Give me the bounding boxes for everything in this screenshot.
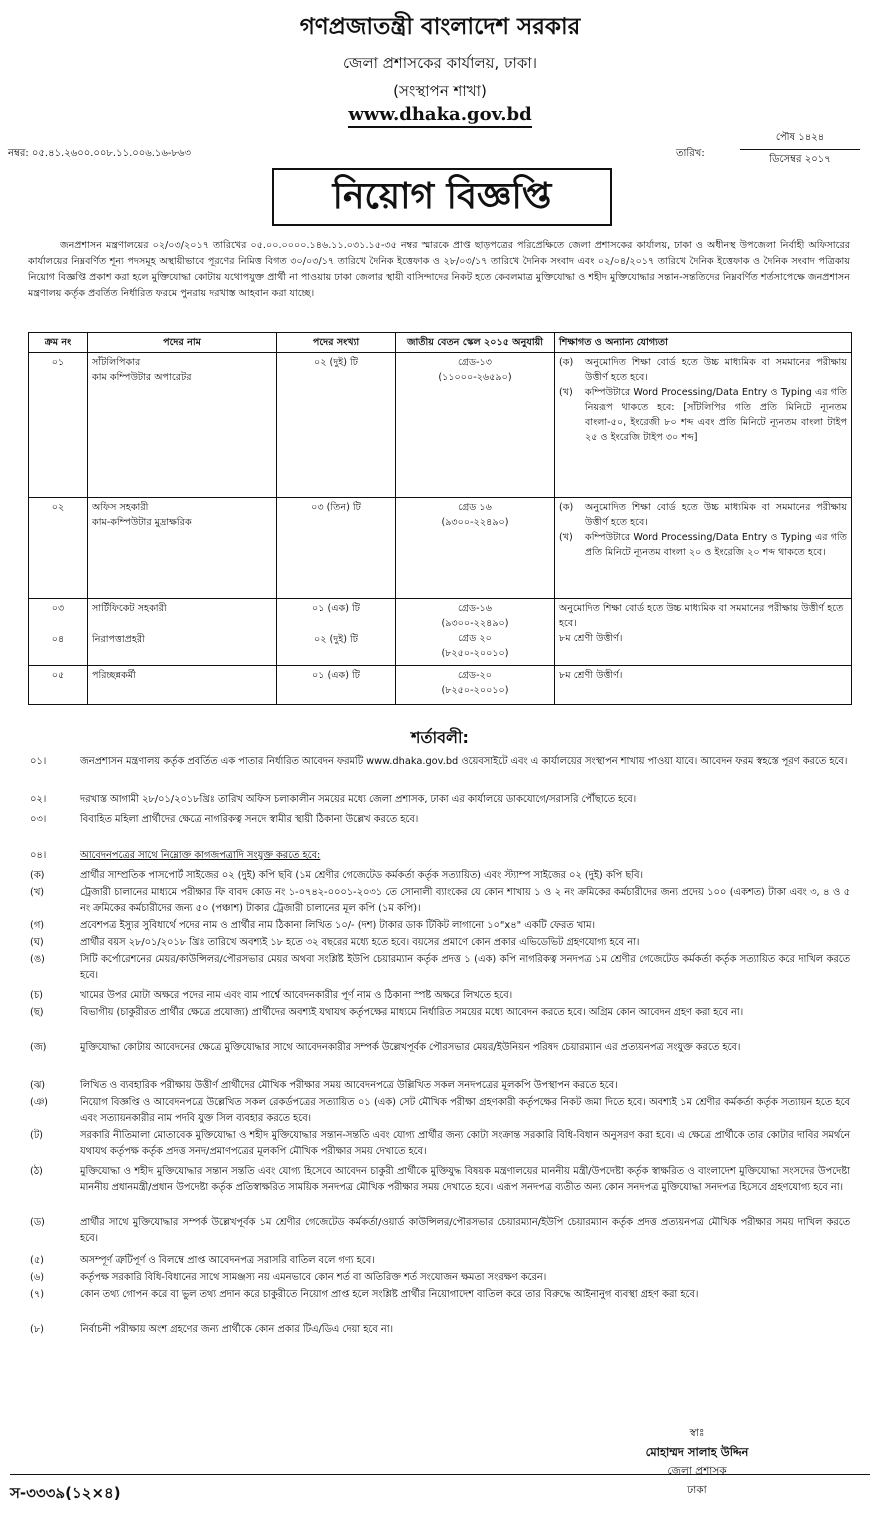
qual-key: (ক) <box>559 357 574 368</box>
sub-condition-number: (খ) <box>30 887 45 898</box>
row-grade: গ্রেড-২০ <box>457 670 493 681</box>
condition-text: আবেদনপত্রের সাথে নিম্নোক্ত কাগজপত্রাদি সংযুক্ত করতে হবে: <box>80 850 321 861</box>
sub-condition-number: (ঙ) <box>30 954 45 965</box>
table-row <box>29 353 852 498</box>
sub-condition-text: লিখিত ও ব্যবহারিক পরীক্ষায় উত্তীর্ণ প্রার্থীদের মৌখিক পরীক্ষার সময় আবেদনপত্রে উল্লিখিত সকল সনদপত্রের মূলকপি উপস্থাপন করতে হবে। <box>80 1080 618 1091</box>
date-box <box>740 128 860 171</box>
row-post-4: নিরাপত্তাপ্রহরী <box>92 634 145 645</box>
sub-condition-item <box>30 868 850 884</box>
qualification-item <box>559 500 847 530</box>
condition-item <box>30 754 850 770</box>
posts-table <box>28 332 852 705</box>
sub-condition-item <box>30 952 850 983</box>
sub-condition-text: বিভাগীয় (চাকুরীরত প্রার্থীর ক্ষেত্রে প্রযোজ্য) প্রার্থীদের অবশ্যই যথাযথ কর্তৃপক্ষের মাধ্যমে নির্ধারিত সময়ের মধ্যে আবেদন করতে হবে। অগ্রিম কোন আবেদন গ্রহণ করা হবে না। <box>80 1007 744 1018</box>
row-serial-4: ০৪ <box>51 634 65 645</box>
sub-condition-text: প্রার্থীর সাথে মুক্তিযোদ্ধার সম্পর্ক উল্লেখপূর্বক ১ম শ্রেণীর গেজেটেড কর্মকর্তা/ওয়ার্ড কাউন্সিলর/পৌরসভার চেয়ারম্যান/ইউপি চেয়ারম্যান কর্তৃক প্রদত্ত প্রত্যয়নপত্র মৌখিক পরীক্ষার সময় দাখিল করতে হবে। <box>80 1217 850 1244</box>
sub-condition-text: সরকারি নীতিমালা মোতাবেক মুক্তিযোদ্ধা ও শহীদ মুক্তিযোদ্ধার সন্তান-সন্ততি এবং যোগ্য প্রার্থীর জন্য কোটা সংক্রান্ত সরকারি বিধি-বিধান অনুসরণ করা হবে। এ ক্ষেত্রে প্রার্থীকে তার কোটার দাবির সমর্থনে যথাযথ কর্তৃপক্ষ কর্তৃক প্রদত্ত সনদ/প্রমাণপত্রের মূলকপি মৌখিক পরীক্ষার সময় দেখাতে হবে। <box>80 1130 850 1157</box>
sub-condition-text: খামের উপর মোটা অক্ষরে পদের নাম এবং বাম পার্শ্বে আবেদনকারীর পূর্ণ নাম ও ঠিকানা স্পষ্ট অক্ষরে লিখতে হবে। <box>80 990 513 1001</box>
qual-value: অনুমোদিত শিক্ষা বোর্ড হতে উচ্চ মাধ্যমিক বা সমমানের পরীক্ষায় উত্তীর্ণ হতে হবে। <box>585 502 847 528</box>
sub-condition-text: অসম্পূর্ণ ত্রুটিপূর্ণ ও বিলম্বে প্রাপ্ত আবেদনপত্র সরাসরি বাতিল বলে গণ্য হবে। <box>80 1255 375 1266</box>
header-serial: ক্রম নং <box>29 333 88 353</box>
condition-item <box>30 812 850 828</box>
row-scale-range-4: (৮২৫০-২০০১০) <box>441 648 509 659</box>
sub-condition-text: মুক্তিযোদ্ধা ও শহীদ মুক্তিযোদ্ধার সন্তান সন্ততি এবং যোগ্য হিসেবে আবেদন চাকুরী প্রার্থীকে মুক্তিযুদ্ধ বিষয়ক মন্ত্রণালয়ের মাননীয় মন্ত্রী/উপদেষ্টা কর্তৃক স্বাক্ষরিত ও বাংলাদেশ মুক্তিযোদ্ধা সংসদের উপদেষ্টা মাননীয় প্রধানমন্ত্রী/প্রধান উপদেষ্টা কর্তৃক প্রতিস্বাক্ষরিত সাময়িক সনদপত্র মৌখিক পরীক্ষার সময় দেখাতে হবে। এরূপ সনদপত্র ব্যতীত অন্য কোন সনদপত্র মুক্তিযোদ্ধা সনদপত্র হিসেবে গ্রহণযোগ্য হবে না। <box>80 1166 850 1193</box>
row-qualification <box>555 599 852 666</box>
sub-condition-item <box>30 1287 850 1303</box>
conditions-title: শর্তাবলী: <box>411 728 469 747</box>
sub-condition-item <box>30 1040 850 1056</box>
sub-condition-item <box>30 1270 850 1286</box>
row-scale-range-3: (৯৩০০-২২৪৯০) <box>441 618 509 629</box>
sub-condition-text: কোন তথ্য গোপন করে বা ভুল তথ্য প্রদান করে চাকুরীতে নিয়োগ প্রাপ্ত হলে সংশ্লিষ্ট প্রার্থীর নিয়োগাদেশ বাতিল করে তার বিরুদ্ধে আইনানুগ ব্যবস্থা গ্রহণ করা হবে। <box>80 1289 699 1300</box>
sub-condition-item <box>30 1253 850 1269</box>
sub-condition-number: (ক) <box>30 870 45 881</box>
row-scale <box>396 353 555 498</box>
condition-text: বিবাহিত মহিলা প্রার্থীদের ক্ষেত্রে নাগরিকত্ব সনদে স্বামীর স্থায়ী ঠিকানা উল্লেখ করতে হবে। <box>80 814 419 825</box>
sub-condition-number: (ছ) <box>30 1007 44 1018</box>
government-title: গণপ্রজাতন্ত্রী বাংলাদেশ সরকার <box>299 14 581 40</box>
sub-condition-text: প্রার্থীর সাম্প্রতিক পাসপোর্ট সাইজের ০২ (দুই) কপি ছবি (১ম শ্রেণীর গেজেটেড কর্মকর্তা কর্তৃক সত্যায়িত) এবং স্ট্যাম্প সাইজের ০২ (দুই) কপি ছবি। <box>80 870 643 881</box>
sub-condition-item <box>30 1005 850 1021</box>
sub-condition-number: (৮) <box>30 1324 45 1335</box>
sub-condition-number: (গ) <box>30 920 45 931</box>
header-qualification: শিক্ষাগত ও অন্যান্য যোগ্যতা <box>555 333 852 353</box>
sub-condition-number: (ঝ) <box>30 1080 46 1091</box>
row-qualification <box>555 353 852 498</box>
sub-condition-item <box>30 1095 850 1126</box>
sub-condition-text: কর্তৃপক্ষ সরকারি বিধি-বিধানের সাথে সামঞ্জস্য নয় এমনভাবে কোন শর্ত বা অতিরিক্ত শর্ত সংযোজন ক্ষমতা সংরক্ষণ করেন। <box>80 1272 547 1283</box>
sub-condition-number: (জ) <box>30 1042 47 1053</box>
row-count: ০৩ (তিন) টি <box>277 498 396 599</box>
header-post: পদের নাম <box>88 333 277 353</box>
qual-key: (খ) <box>559 387 573 398</box>
date-english: ডিসেম্বর ২০১৭ <box>769 154 831 165</box>
row-scale-range: (৮২৫০-২০০১০) <box>441 685 509 696</box>
footer-divider <box>10 1474 870 1475</box>
sub-condition-number: (ঞ) <box>30 1097 48 1108</box>
row-scale <box>396 666 555 705</box>
row-serial: ০১ <box>29 353 88 498</box>
notice-title: নিয়োগ বিজ্ঞপ্তি <box>272 168 612 226</box>
row-serial <box>29 599 88 666</box>
condition-item <box>30 792 850 808</box>
sub-condition-item <box>30 1322 850 1338</box>
row-grade: গ্রেড-১৩ <box>457 357 493 368</box>
sub-condition-item <box>30 988 850 1004</box>
table-row <box>29 498 852 599</box>
condition-number: ০১। <box>30 756 47 767</box>
row-scale <box>396 599 555 666</box>
row-post: সাঁটলিপিকার কাম কম্পিউটার অপারেটর <box>88 353 277 498</box>
sub-condition-item <box>30 1078 850 1094</box>
qual-value-4: ৮ম শ্রেণী উত্তীর্ণ। <box>559 633 623 644</box>
row-count: ০১ (এক) টি <box>277 666 396 705</box>
intro-paragraph: জনপ্রশাসন মন্ত্রণালয়ের ০২/০৩/২০১৭ তারিখের ০৫.০০.০০০০.১৪৬.১১.০৩১.১৫-৩৫ নম্বর স্মারকে প্রাপ্ত ছাড়পত্রের পরিপ্রেক্ষিতে জেলা প্রশাসকের কার্যালয়, ঢাকা ও অধীনস্থ উপজেলা নির্বাহী অফিসারের কার্যালয়ের নিম্নবর্ণিত শূন্য পদসমূহ অস্থায়ীভাবে পূরণের নিমিত্ত বিগত ৩০/০৩/১৭ তারিখে দৈনিক ইত্তেফাক ও ২৮/০৩/১৭ তারিখে দৈনিক সংবাদ এবং ০২/০৪/২০১৭ তারিখে দৈনিক ইত্তেফাক ও দৈনিক সংবাদ পত্রিকায় নিয়োগ বিজ্ঞপ্তি প্রকাশ করা হলে মুক্তিযোদ্ধা কোটায় যথোপযুক্ত প্রার্থী না পাওয়ায় ঢাকা জেলার স্থায়ী বাসিন্দাদের নিকট হতে কেবলমাত্র মুক্তিযোদ্ধা ও শহীদ মুক্তিযোদ্ধার সন্তান-সন্ততিদের নিম্নবর্ণিত শর্তসাপেক্ষে জনপ্রশাসন মন্ত্রণালয় কর্তৃক প্রবর্তিত নির্ধারিত ফরমে পুনরায় দরখাস্ত আহবান করা যাচ্ছে। <box>28 240 850 299</box>
row-serial-3: ০৩ <box>51 603 65 614</box>
condition-number: ০৩। <box>30 814 47 825</box>
condition-text: দরখাস্ত আগামী ২৮/০১/২০১৮খ্রিঃ তারিখ অফিস চলাকালীন সময়ের মধ্যে জেলা প্রশাসক, ঢাকা এর কার্যালয়ে ডাকযোগে/সরাসরি পৌঁছাতে হবে। <box>80 794 637 805</box>
condition-number: ০২। <box>30 794 47 805</box>
row-post: পরিচ্ছন্নকর্মী <box>88 666 277 705</box>
row-post-3: সার্টিফিকেট সহকারী <box>92 603 167 614</box>
row-grade-4: গ্রেড ২০ <box>458 633 492 644</box>
condition-item <box>30 848 850 864</box>
sub-condition-text: ট্রেজারী চালানের মাধ্যমে পরীক্ষার ফি বাবদ কোড নং ১-০৭৪২-০০০১-২০৩১ তে সোনালী ব্যাংকের যে কোন শাখায় ১ ও ২ নং ক্রমিকের কর্মচারীদের জন্য প্রদেয় ১০০ (একশত) টাকা এবং ৩, ৪ ও ৫ নং ক্রমিকের কর্মচারীদের জন্য ৫০ (পঞ্চাশ) টাকার ট্রেজারী চালানের মূল কপি (১ম কপি)। <box>80 887 850 914</box>
memo-number: নম্বর: ০৫.৪১.২৬০০.০০৮.১১.০০৬.১৬-৮৬৩ <box>8 148 192 159</box>
table-row <box>29 599 852 666</box>
qual-value-3: অনুমোদিত শিক্ষা বোর্ড হতে উচ্চ মাধ্যমিক বা সমমানের পরীক্ষায় উত্তীর্ণ হতে হবে। <box>559 603 844 629</box>
sub-condition-text: প্রবেশপত্র ইস্যুর সুবিধার্থে পদের নাম ও প্রার্থীর নাম ঠিকানা লিখিত ১০/- (দশ) টাকার ডাক টিকিট লাগানো ১০"x৪" একটি ফেরত খাম। <box>80 920 595 931</box>
row-post <box>88 599 277 666</box>
qualification-item <box>559 385 847 445</box>
sub-condition-text: সিটি কর্পোরেশনের মেয়র/কাউন্সিলর/পৌরসভার মেয়র অথবা সংশ্লিষ্ট ইউপি চেয়ারম্যান কর্তৃক প্রদত্ত ১ (এক) কপি নাগরিকত্ব সনদপত্র ১ম শ্রেণীর গেজেটেড কর্মকর্তা কর্তৃক সত্যায়িত করে দাখিল করতে হবে। <box>80 954 850 981</box>
qual-value: কম্পিউটারে Word Processing/Data Entry ও Typing এর গতি প্রতি মিনিটে ন্যূনতম বাংলা ২০ ও ইংরেজি ২০ শব্দ থাকতে হবে। <box>585 532 847 558</box>
sub-condition-number: (ঠ) <box>30 1166 43 1177</box>
sub-condition-text: নির্বাচনী পরীক্ষায় অংশ গ্রহণের জন্য প্রার্থীকে কোন প্রকার টিএ/ডিএ দেয়া হবে না। <box>80 1324 394 1335</box>
sub-condition-text: মুক্তিযোদ্ধা কোটায় আবেদনের ক্ষেত্রে মুক্তিযোদ্ধার সাথে আবেদনকারীর সম্পর্ক উল্লেখপূর্বক পৌরসভার মেয়র/ইউনিয়ন পরিষদ চেয়ারম্যান এর প্রত্যয়নপত্র সংযুক্ত করতে হবে। <box>80 1042 741 1053</box>
sub-condition-number: (৬) <box>30 1272 45 1283</box>
header-scale: জাতীয় বেতন স্কেল ২০১৫ অনুযায়ী <box>396 333 555 353</box>
row-count <box>277 599 396 666</box>
sub-condition-text: প্রার্থীর বয়স ২৮/০১/২০১৮ খ্রিঃ তারিখে অবশ্যই ১৮ হতে ৩২ বছরের মধ্যে হতে হবে। বয়সের প্রমাণে কোন প্রকার এভিডেভিট গ্রহণযোগ্য হবে না। <box>80 937 640 948</box>
sub-condition-item <box>30 1215 850 1246</box>
sub-condition-number: (৭) <box>30 1289 45 1300</box>
row-scale-range: (১১০০০-২৬৫৯০) <box>438 372 512 383</box>
row-grade-3: গ্রেড-১৬ <box>457 603 493 614</box>
table-header-row <box>29 333 852 353</box>
row-post: অফিস সহকারী কাম-কম্পিউটার মুদ্রাক্ষরিক <box>88 498 277 599</box>
sub-condition-item <box>30 885 850 916</box>
row-qualification <box>555 498 852 599</box>
condition-number: ০৪। <box>30 850 47 861</box>
branch-name: (সংস্থাপন শাখা) <box>393 82 487 100</box>
row-grade: গ্রেড ১৬ <box>458 502 492 513</box>
sub-condition-item <box>30 935 850 951</box>
date-label: তারিখ: <box>676 148 705 159</box>
qual-value: কম্পিউটারে Word Processing/Data Entry ও Typing এর গতি নিয়রূপ থাকতে হবে: [সাঁটলিপির গতি প্রতি মিনিটে ন্যূনতম বাংলা-৫০, ইংরেজী ৮০ শব্দ এবং প্রতি মিনিটে ন্যূনতম বাংলা টাইপ ২৫ ও ইংরেজি টাইপ ৩০ শব্দ] <box>585 387 847 443</box>
row-qualification: ৮ম শ্রেণী উত্তীর্ণ। <box>555 666 852 705</box>
sub-condition-number: (ট) <box>30 1130 43 1141</box>
sub-condition-number: (ড) <box>30 1217 45 1228</box>
sub-condition-item <box>30 918 850 934</box>
signature-mark: স্বাঃ <box>689 1427 705 1439</box>
signature-block <box>612 1424 782 1500</box>
qualification-item <box>559 530 847 560</box>
row-scale-range: (৯৩০০-২২৪৯০) <box>441 517 509 528</box>
sub-condition-text: নিয়োগ বিজ্ঞপ্তি ও আবেদনপত্রে উল্লেখিত সকল রেকর্ডপত্রের সত্যায়িত ০১ (এক) সেট মৌখিক পরীক্ষা গ্রহণকারী কর্তৃপক্ষের নিকট জমা দিতে হবে। অবশ্যই ১ম শ্রেণীর কর্মকর্তা কর্তৃক সত্যায়ন হতে হবে এবং সত্যায়নকারীর নাম পদবি যুক্ত সিল ব্যবহার করতে হবে। <box>80 1097 850 1124</box>
sub-condition-item <box>30 1128 850 1159</box>
sub-condition-number: (ঘ) <box>30 937 44 948</box>
row-scale <box>396 498 555 599</box>
qual-value: অনুমোদিত শিক্ষা বোর্ড হতে উচ্চ মাধ্যমিক বা সমমানের পরীক্ষায় উত্তীর্ণ হতে হবে। <box>585 357 847 383</box>
row-serial: ০৫ <box>29 666 88 705</box>
website-link[interactable] <box>0 104 880 125</box>
row-count: ০২ (দুই) টি <box>277 353 396 498</box>
date-bangla: পৌষ ১৪২৪ <box>740 128 860 150</box>
table-row <box>29 666 852 705</box>
condition-text: জনপ্রশাসন মন্ত্রণালয় কর্তৃক প্রবর্তিত এক পাতার নির্ধারিত আবেদন ফরমটি www.dhaka.gov.bd ওয়েবসাইটে এবং এ কার্যালয়ের সংস্থাপন শাখায় পাওয়া যাবে। আবেদন ফরম স্বহস্তে পূরণ করতে হবে। <box>80 756 848 767</box>
signatory-designation: জেলা প্রশাসক <box>667 1465 727 1477</box>
row-serial: ০২ <box>29 498 88 599</box>
qual-key: (খ) <box>559 532 573 543</box>
header-count: পদের সংখ্যা <box>277 333 396 353</box>
sub-condition-number: (৫) <box>30 1255 45 1266</box>
signatory-name: মোহাম্মদ সালাহ উদ্দিন <box>645 1445 749 1459</box>
row-count-4: ০২ (দুই) টি <box>313 634 359 645</box>
row-count-3: ০১ (এক) টি <box>311 603 361 614</box>
qual-key: (ক) <box>559 502 574 513</box>
qualification-item <box>559 355 847 385</box>
footer-code: স-৩৩৩৯(১২×৪) <box>10 1484 121 1502</box>
signatory-place: ঢাকা <box>687 1484 707 1496</box>
sub-condition-number: (চ) <box>30 990 43 1001</box>
office-name: জেলা প্রশাসকের কার্যালয়, ঢাকা। <box>342 54 538 72</box>
website-text[interactable]: www.dhaka.gov.bd <box>348 104 531 128</box>
sub-condition-item <box>30 1164 850 1195</box>
